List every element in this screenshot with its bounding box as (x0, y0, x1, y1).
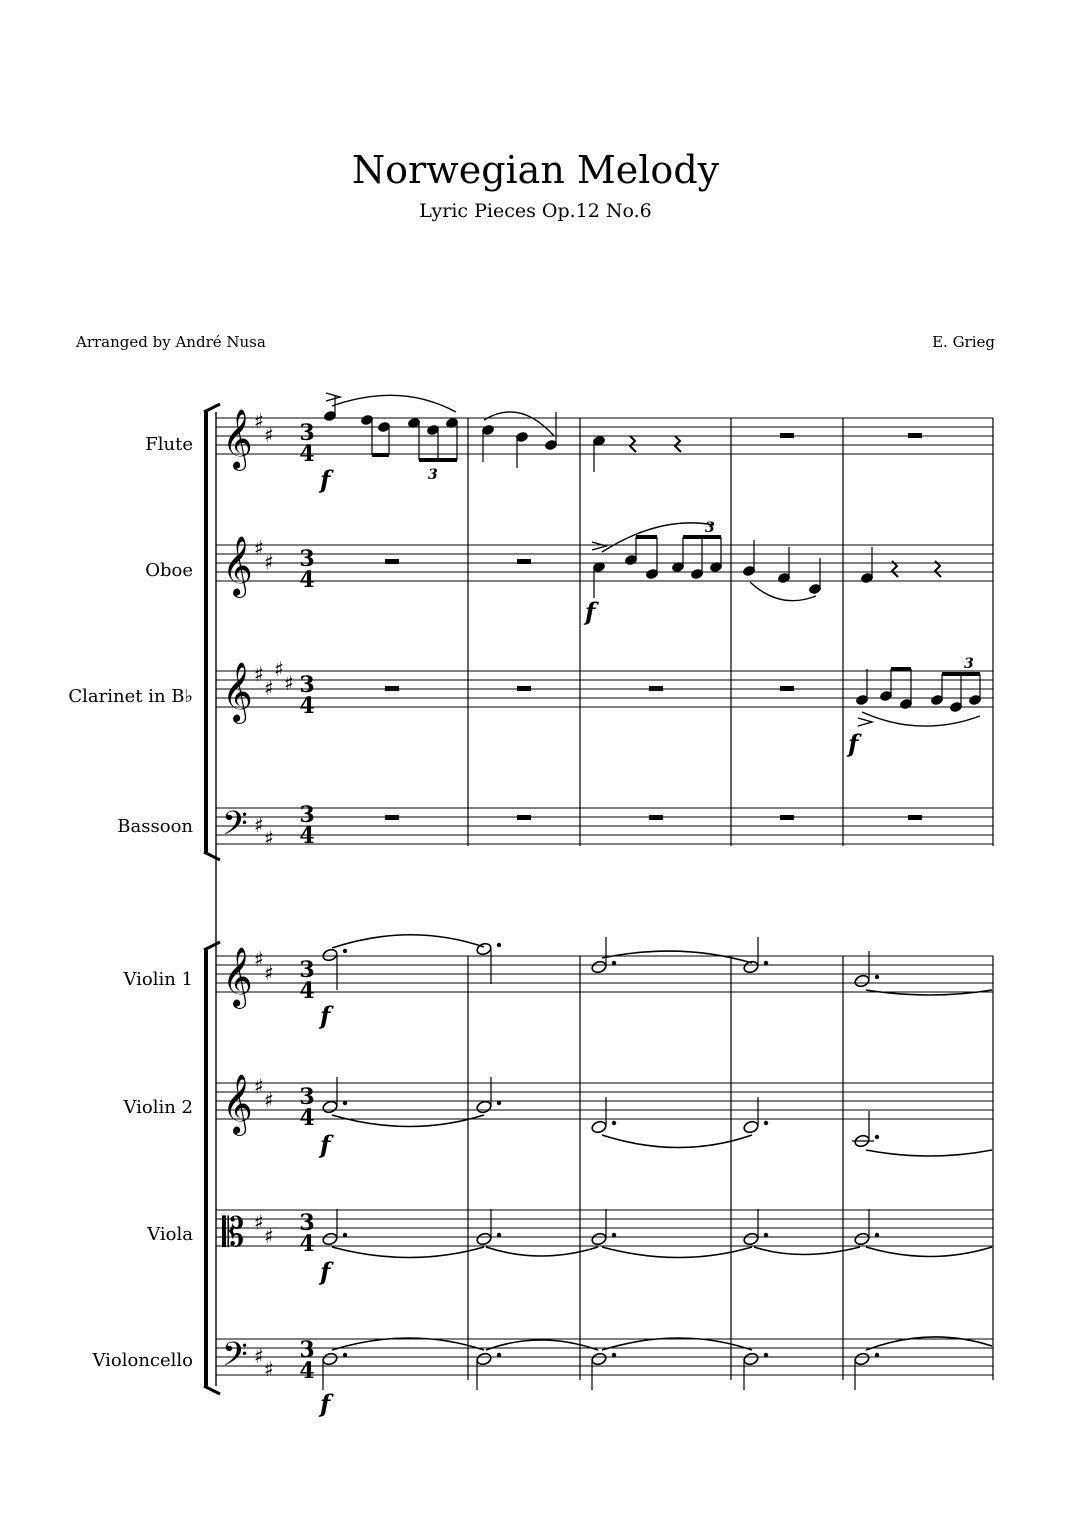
whole-rest (780, 815, 794, 820)
treble-clef-icon: 𝄞 (222, 1074, 253, 1134)
sharp-icon: ♯ (254, 1210, 264, 1234)
tuplet-number: 3 (964, 656, 974, 672)
instrument-label-violin1: Violin 1 (123, 969, 193, 990)
time-sig-upper: 3 (299, 1084, 315, 1110)
staff (216, 1074, 993, 1136)
time-sig-upper: 3 (299, 957, 315, 983)
treble-clef-icon: 𝄞 (222, 536, 253, 596)
dynamic-marking: f (320, 1001, 331, 1030)
sharp-icon: ♯ (264, 423, 274, 447)
staff (216, 805, 993, 851)
score-title: Norwegian Melody (351, 148, 720, 192)
dynamic-marking: f (320, 1130, 331, 1159)
time-sig-lower: 4 (299, 823, 315, 849)
time-sig-upper: 3 (299, 672, 315, 698)
treble-clef-icon: 𝄞 (222, 947, 253, 1007)
sharp-icon: ♯ (254, 536, 264, 560)
flute-notes (323, 393, 681, 483)
whole-rest (908, 815, 922, 820)
sharp-icon: ♯ (264, 826, 274, 850)
alto-clef-icon: 𝄡 (222, 1210, 245, 1256)
instrument-labels (68, 434, 193, 1371)
whole-rest (780, 433, 794, 438)
whole-rest (385, 559, 399, 564)
sharp-icon: ♯ (254, 1344, 264, 1368)
time-sig-lower: 4 (299, 1105, 315, 1131)
staff (216, 1336, 993, 1382)
sharp-icon: ♯ (264, 1088, 274, 1112)
time-sig-upper: 3 (299, 546, 315, 572)
staff (216, 657, 993, 724)
time-sig-lower: 4 (299, 567, 315, 593)
dynamic-marking: f (585, 597, 596, 626)
dynamic-marking: f (320, 1257, 331, 1286)
whole-rest (385, 686, 399, 691)
dynamic-marking: f (320, 465, 331, 494)
sharp-icon: ♯ (254, 947, 264, 971)
sharp-icon: ♯ (254, 813, 264, 837)
time-sig-upper: 3 (299, 802, 315, 828)
oboe-notes (592, 520, 941, 601)
tuplet-number: 3 (428, 467, 438, 483)
whole-rest (517, 686, 531, 691)
treble-clef-icon: 𝄞 (222, 409, 253, 469)
whole-rest (649, 686, 663, 691)
whole-rest (517, 815, 531, 820)
time-sig-upper: 3 (299, 1337, 315, 1363)
augmentation-dots (343, 943, 879, 1357)
time-sig-lower: 4 (299, 1231, 315, 1257)
instrument-label-oboe: Oboe (145, 560, 193, 581)
sharp-icon: ♯ (254, 409, 264, 433)
composer-credit: E. Grieg (932, 333, 995, 351)
time-sig-upper: 3 (299, 1210, 315, 1236)
tuplet-number: 3 (705, 520, 715, 536)
whole-rest (517, 559, 531, 564)
time-sig-lower: 4 (299, 441, 315, 467)
sharp-icon: ♯ (264, 961, 274, 985)
time-signatures (299, 420, 314, 1384)
arranger-credit: Arranged by André Nusa (76, 333, 266, 351)
sharp-icon: ♯ (264, 550, 274, 574)
sharp-icon: ♯ (274, 657, 284, 681)
whole-rest (385, 815, 399, 820)
bass-clef-icon: 𝄢 (222, 805, 248, 851)
instrument-label-bassoon: Bassoon (117, 816, 193, 837)
rests (385, 433, 922, 820)
instrument-label-violin2: Violin 2 (123, 1097, 193, 1118)
sharp-icon: ♯ (254, 1074, 264, 1098)
instrument-label-clarinet: Clarinet in B♭ (68, 686, 193, 707)
whole-rest (908, 433, 922, 438)
treble-clef-icon: 𝄞 (222, 662, 253, 722)
whole-rest (649, 815, 663, 820)
time-sig-lower: 4 (299, 978, 315, 1004)
sharp-icon: ♯ (254, 662, 264, 686)
time-sig-lower: 4 (299, 693, 315, 719)
instrument-label-cello: Violoncello (92, 1350, 193, 1371)
instrument-label-flute: Flute (145, 434, 193, 455)
time-sig-upper: 3 (299, 420, 315, 446)
bass-clef-icon: 𝄢 (222, 1336, 248, 1382)
score-subtitle: Lyric Pieces Op.12 No.6 (419, 200, 652, 222)
sharp-icon: ♯ (284, 671, 294, 695)
dynamics (318, 465, 862, 1418)
bracket-strings (204, 942, 220, 1394)
instrument-label-viola: Viola (147, 1224, 193, 1245)
time-sig-lower: 4 (299, 1358, 315, 1384)
dynamic-marking: f (320, 1389, 331, 1418)
string-notes (322, 935, 992, 1390)
sharp-icon: ♯ (264, 676, 274, 700)
barlines (468, 418, 993, 1380)
sharp-icon: ♯ (264, 1357, 274, 1381)
bracket-woodwinds (204, 404, 220, 860)
whole-rest (780, 686, 794, 691)
dynamic-marking: f (848, 729, 859, 758)
sharp-icon: ♯ (264, 1224, 274, 1248)
clarinet-notes (855, 656, 981, 726)
